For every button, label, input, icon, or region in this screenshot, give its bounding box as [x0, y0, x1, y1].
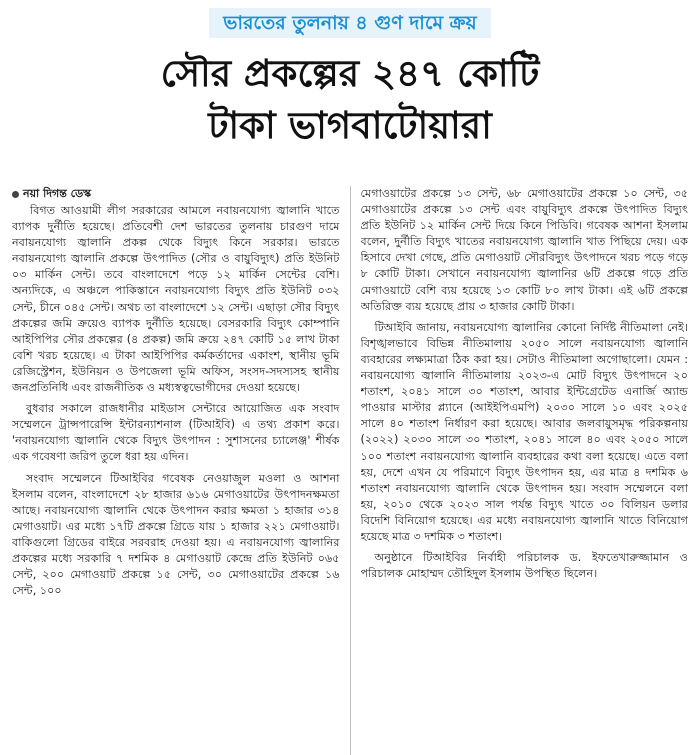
- byline: [12, 186, 340, 202]
- paragraph: টিআইবি জানায়, নবায়নযোগ্য জ্বালানির কোনো নির্দিষ্ট নীতিমালা নেই। বিশৃঙ্খলভাবে বিভিন্ন নীতিমালায় ২০৫০ সালে নবায়নযোগ্য জ্বালানি ব্যবহারের লক্ষ্যমাত্রা ঠিক করা হয়। সেটাও নীতিমালা অগোছালো। যেমন : নবায়নযোগ্য জ্বালানি নীতিমালায় ২০২৩-এ মোট বিদ্যুৎ উৎপাদনে ২০ শতাংশ, ২০৪১ সালে ৩০ শতাংশ, আবার ইন্টিগ্রেটেড এনার্জি অ্যান্ড পাওয়ার মাস্টার প্ল্যানে (আইইপিএমপি) ২০৩০ সালে ১০ এবং ২০২৫ সালে ৪০ শতাংশ নির্ধারণ করা হয়েছে। আবার জলবায়ুসমৃদ্ধ পরিকল্পনায় (২০২২) ২০৩০ সালে ৩০ শতাংশ, ২০৪১ সালে ৪০ এবং ২০৫০ সালে ১০০ শতাংশ নবায়নযোগ্য জ্বালানি ব্যবহারের কথা বলা হয়েছে। এতে বলা হয়, দেশে এখন যে পরিমাণে বিদ্যুৎ উৎপাদন হয়, এর মাত্র ৪ দশমিক ৬ শতাংশ নবায়নযোগ্য জ্বালানি থেকে উৎপাদন হয়। সংবাদ সম্মেলনে বলা হয়, ২০১০ থেকে ২০২৩ সাল পর্যন্ত বিদ্যুৎ খাতে ৩০ বিলিয়ন ডলার বিদেশি বিনিয়োগ হয়েছে। এর মধ্যে নবায়নযোগ্য জ্বালানি খাতে বিনিয়োগ হয়েছে মাত্র ৩ দশমিক ৩ শতাংশ।: [360, 320, 688, 543]
- right-column: [361, 186, 689, 755]
- kicker-bar: [12, 6, 688, 40]
- headline-line-1: সৌর প্রকল্পের ২৪৭ কোটি: [160, 52, 540, 95]
- paragraph: বুধবার সকালে রাজধানীর মাইডাস সেন্টারে আয়োজিত এক সংবাদ সম্মেলনে ট্রান্সপারেন্সি ইন্টারন্যাশনাল (টিআইবি) এ তথ্য প্রকাশ করে। 'নবায়নযোগ্য জ্বালানি থেকে বিদ্যুৎ উৎপাদন : সুশাসনের চ্যালেঞ্জ' শীর্ষক এক গবেষণা জরিপ তুলে ধরা হয় এদিন।: [12, 402, 340, 464]
- column-divider: [350, 186, 351, 755]
- bullet-icon: [12, 191, 19, 198]
- paragraph: অনুষ্ঠানে টিআইবির নির্বাহী পরিচালক ড. ইফতেখারুজ্জামান ও পরিচালক মোহাম্মদ তৌহিদুল ইসলাম উপস্থিত ছিলেন।: [360, 551, 688, 581]
- paragraph: মেগাওয়াটের প্রকল্পে ১৩ সেন্ট, ৬৮ মেগাওয়াটের প্রকল্পে ১০ সেন্ট, ৩৫ মেগাওয়াটের প্রকল্পে ১৩ সেন্ট এবং বায়ুবিদ্যুৎ প্রকল্পে উৎপাদিত বিদ্যুৎ প্রতি ইউনিট ১২ মার্কিন সেন্ট দিয়ে কিনে পিডিবি। গবেষক আশনা ইসলাম বলেন, দুর্নীতি বিদ্যুৎ খাতের নবায়নযোগ্য জ্বালানি খাত পিছিয়ে দেয়। এক হিসাবে দেখা গেছে, প্রতি মেগাওয়াট সৌরবিদ্যুৎ উৎপাদনে খরচ পড়ে গড়ে ৮ কোটি টাকা। সেখানে নবায়নযোগ্য জ্বালানির ৬টি প্রকল্পে গড়ে প্রতি মেগাওয়াটে বেশি ব্যয় হয়েছে ১৩ কোটি ৮০ লাখ টাকা। এই ৬টি প্রকল্পে অতিরিক্ত ব্যয় হয়েছে প্রায় ৩ হাজার কোটি টাকা।: [360, 187, 688, 313]
- headline: [12, 48, 688, 152]
- headline-line-2: টাকা ভাগবাটোয়ারা: [208, 104, 492, 147]
- left-column: [12, 186, 340, 755]
- kicker: ভারতের তুলনায় ৪ গুণ দামে ক্রয়: [209, 8, 490, 38]
- paragraph: বিগত আওয়ামী লীগ সরকারের আমলে নবায়নযোগ্য জ্বালানি খাতে ব্যাপক দুর্নীতি হয়েছে। প্রতিবেশী দেশ ভারতের তুলনায় চারগুণ দামে নবায়নযোগ্য জ্বালানি প্রকল্প থেকে বিদ্যুৎ কিনে সরকার। ভারতে নবায়নযোগ্য জ্বালানি প্রকল্পে উৎপাদিত (সৌর ও বায়ুবিদ্যুৎ) প্রতি ইউনিট ০৩ মার্কিন সেন্ট। তবে বাংলাদেশে পড়ে ১২ মার্কিন সেন্টের বেশি। অন্যদিকে, এ অঞ্চলে পাকিস্তানে নবায়নযোগ্য বিদ্যুৎ প্রতি ইউনিট ০৩২ সেন্ট, চীনে ০৪৫ সেন্ট। অথচ তা বাংলাদেশে ১২ সেন্ট। এছাড়া সৌর বিদ্যুৎ প্রকল্পের জমি ক্রয়েও ব্যাপক দুর্নীতি হয়েছে। বেসরকারি বিদ্যুৎ কোম্পানি আইপিপির সৌর প্রকল্পের (৪ প্রকল্প) জমি ক্রয়ে ২৪৭ কোটি ১৫ লাখ টাকা বেশি খরচ হয়েছে। এ টাকা আইপিপির কর্মকর্তাদের একাংশ, স্থানীয় ভূমি রেজিস্ট্রেশন, ইউনিয়ন ও উপজেলা ভূমি অফিস, সংসদ-সদস্যসহ স্থানীয় জনপ্রতিনিধি এবং রাজনীতিক ও মধ্যস্বত্বভোগীদের দেওয়া হয়েছে।: [12, 204, 340, 395]
- byline-text: নয়া দিগন্ত ডেস্ক: [23, 187, 92, 200]
- article-body: [12, 186, 688, 755]
- paragraph: সংবাদ সম্মেলনে টিআইবির গবেষক নেওয়াজুল মওলা ও আশনা ইসলাম বলেন, বাংলাদেশে ২৮ হাজার ৬১৬ মেগাওয়াটের উৎপাদনক্ষমতা আছে। নবায়নযোগ্য জ্বালানি থেকে উৎপাদন করার ক্ষমতা ১ হাজার ৩১৪ মেগাওয়াট। এর মধ্যে ১৭টি প্রকল্পে গ্রিডে যায় ১ হাজার ২২১ মেগাওয়াট। বাকিগুলো গ্রিডের বাইরে সরবরাহ দেওয়া হয়। এ নবায়নযোগ্য জ্বালানির প্রকল্পের মধ্যে সরকারি ৭ দশমিক ৪ মেগাওয়াট কেন্দ্রে প্রতি ইউনিট ০৬৫ সেন্ট, ২০০ মেগাওয়াট প্রকল্পে ১৫ সেন্ট, ৩০ মেগাওয়াটের প্রকল্পে ১৬ সেন্ট, ১০০: [12, 471, 340, 598]
